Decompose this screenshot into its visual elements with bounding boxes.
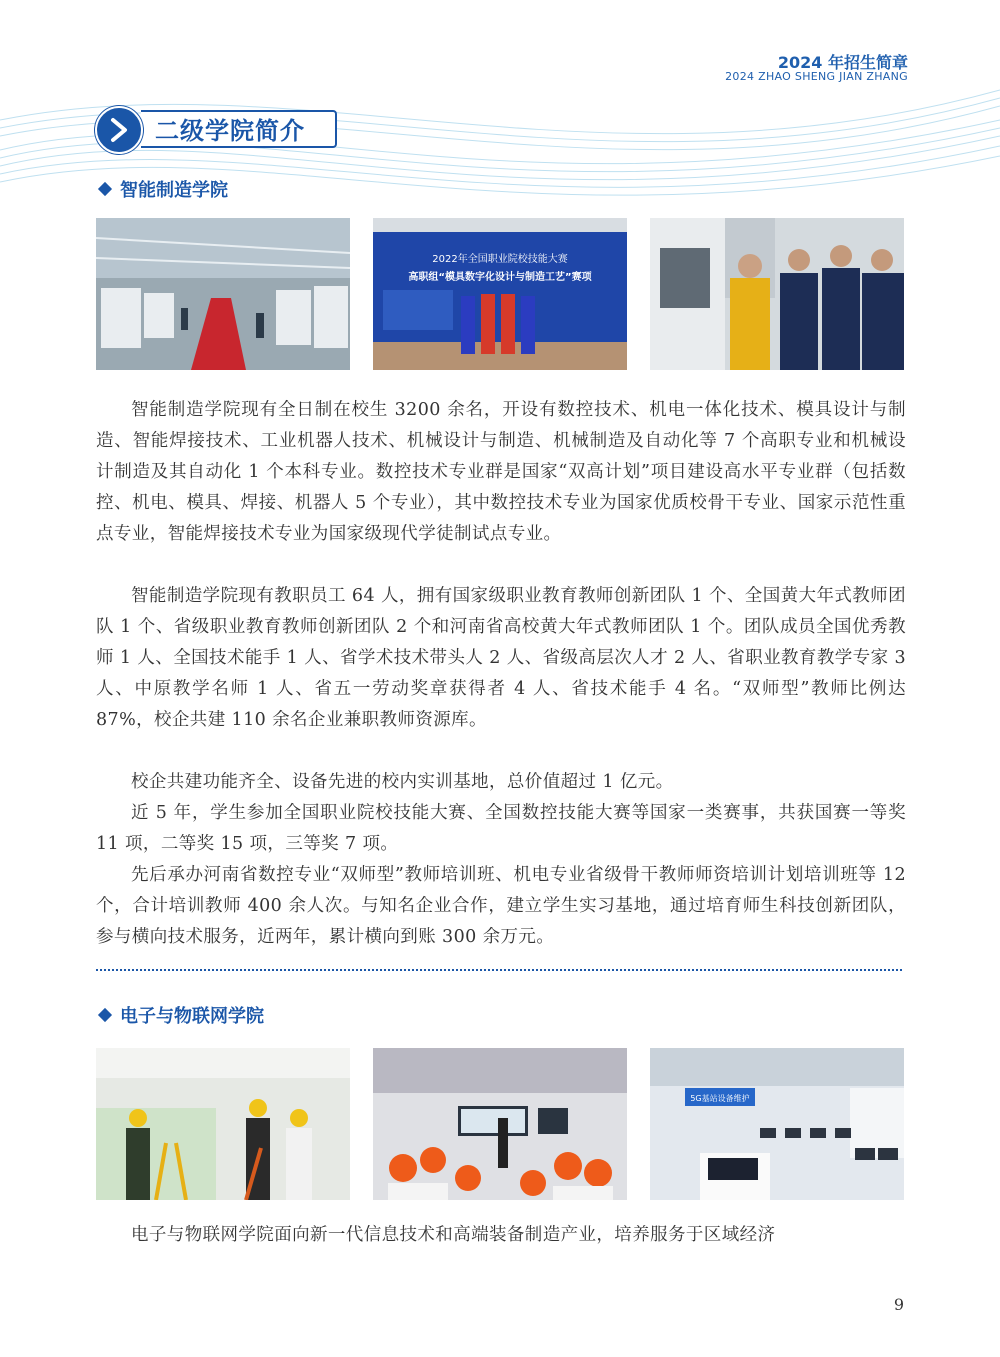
section-heading-intelligent-manufacturing (98, 176, 228, 202)
lab-sign: 5G基站设备维护 (690, 1094, 750, 1103)
page-number: 9 (893, 1295, 904, 1314)
paragraph-2: 智能制造学院现有教职员工 64 人，拥有国家级职业教育教师创新团队 1 个、全国黄大年式教师团队 1 个、省级职业教育教师创新团队 2 个和河南省高校黄大年式教师团队 1 个。团队成员全国优秀教师 1 人、全国技术能手 1 人、省学术技术带头人 2 人、省级高层次人才 2 人、省职业教育教学专家 3 人、中原教学名师 1 人、省五一劳动奖章获得者 4 人、省技术能手 4 名。“双师型”教师比例达 87%，校企共建 110 余名企业兼职教师资源库。 (96, 586, 906, 730)
paragraph-1: 智能制造学院现有全日制在校生 3200 余名，开设有数控技术、机电一体化技术、模具设计与制造、智能焊接技术、工业机器人技术、机械设计与制造、机械制造及自动化等 7 个高职专业和机械设计制造及其自动化 1 个本科专业。数控技术专业群是国家“双高计划”项目建设高水平专业群（包括数控、机电、模具、焊接、机器人 5 个专业），其中数控技术专业为国家优质校骨干专业、国家示范性重点专业，智能焊接技术专业为国家级现代学徒制试点专业。 (96, 400, 906, 544)
poster-line2: 高职组“模具数字化设计与制造工艺”赛项 (408, 272, 592, 283)
photo-electrical-training (96, 1048, 350, 1200)
section-divider (96, 969, 902, 971)
chapter-banner (95, 106, 345, 152)
paragraph-4: 近 5 年，学生参加全国职业院校技能大赛、全国数控技能大赛等国家一类赛事，共获国赛一等奖 11 项，二等奖 15 项，三等奖 7 项。 (96, 803, 906, 854)
paragraph-5: 先后承办河南省数控专业“双师型”教师培训班、机电专业省级骨干教师师资培训计划培训班等 12 个，合计培训教师 400 余人次。与知名企业合作，建立学生实习基地，通过培育师生科技创新团队，参与横向技术服务，近两年，累计横向到账 300 余万元。 (96, 865, 906, 947)
brochure-subtitle: 2024 ZHAO SHENG JIAN ZHANG (725, 70, 908, 83)
photo-5g-lab (650, 1048, 904, 1200)
photo-teacher-students (650, 218, 904, 370)
photo-competition-stage (373, 218, 627, 370)
section-title: 电子与物联网学院 (120, 1006, 264, 1027)
chevron-right-icon (107, 117, 131, 143)
paragraph-6: 电子与物联网学院面向新一代信息技术和高端装备制造产业，培养服务于区域经济 (131, 1225, 776, 1245)
banner-badge (95, 106, 143, 154)
diamond-bullet-icon (98, 1008, 112, 1022)
section-heading-electronics-iot (98, 1002, 264, 1028)
photo-workshop (96, 218, 350, 370)
brochure-title: 2024 年招生简章 (777, 53, 908, 72)
photo-classroom (373, 1048, 627, 1200)
paragraph-3: 校企共建功能齐全、设备先进的校内实训基地，总价值超过 1 亿元。 (131, 772, 674, 792)
section-title: 智能制造学院 (120, 180, 228, 201)
diamond-bullet-icon (98, 182, 112, 196)
poster-line1: 2022年全国职业院校技能大赛 (432, 254, 568, 265)
chapter-title: 二级学院简介 (155, 117, 305, 145)
